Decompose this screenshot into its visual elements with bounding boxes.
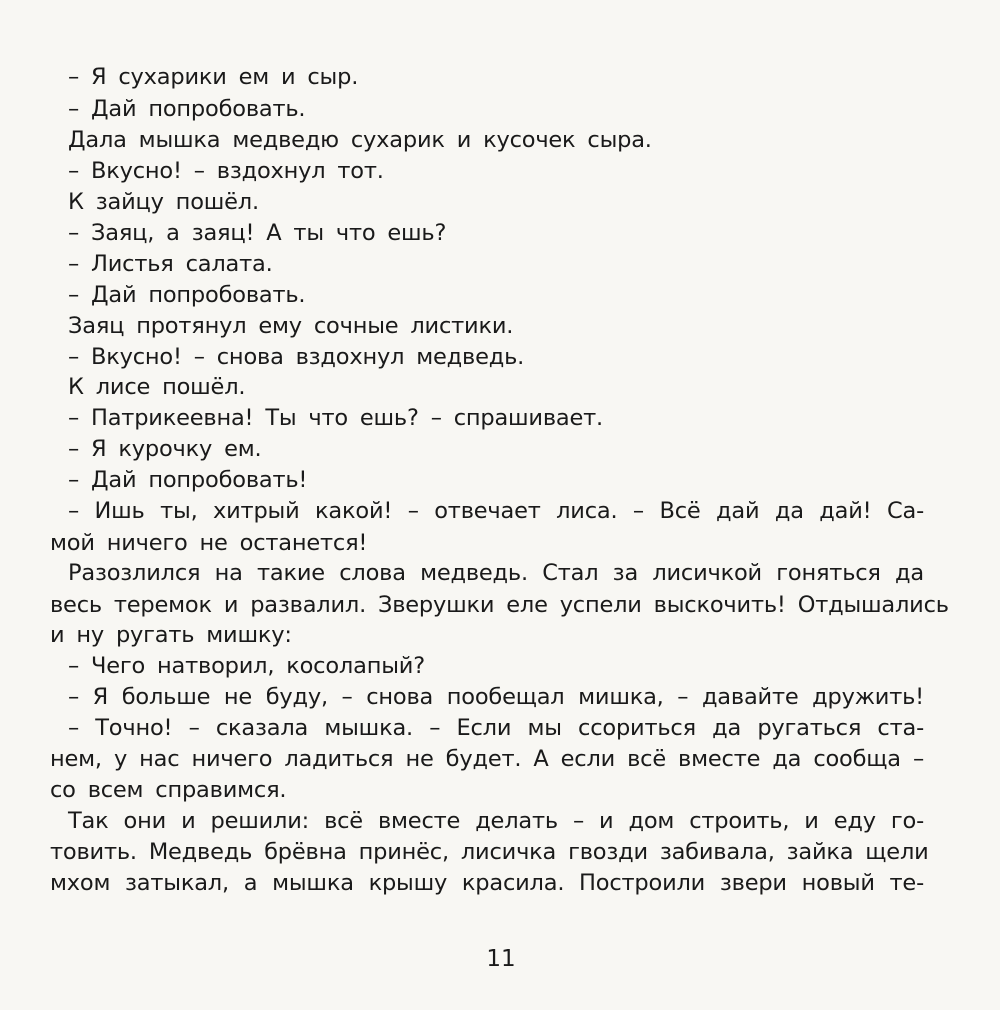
text-line: – Вкусно! – вздохнул тот. — [68, 158, 384, 184]
text-line: нем, у нас ничего ладиться не будет. А если всё вместе да сообща – — [50, 746, 924, 772]
text-line: – Я курочку ем. — [68, 436, 262, 462]
text-line: – Я сухарики ем и сыр. — [68, 64, 359, 90]
text-line: – Листья салата. — [68, 251, 273, 277]
text-line: – Дай попробовать. — [68, 282, 306, 308]
text-line: Так они и решили: всё вместе делать – и дом строить, и еду го- — [68, 808, 924, 834]
text-line: Заяц протянул ему сочные листики. — [68, 313, 514, 339]
text-line: – Заяц, а заяц! А ты что ешь? — [68, 220, 447, 246]
text-line: – Чего натворил, косолапый? — [68, 653, 425, 679]
text-line: и ну ругать мишку: — [50, 622, 292, 648]
text-line: – Ишь ты, хитрый какой! – отвечает лиса. – Всё дай да дай! Са- — [68, 498, 924, 524]
text-line: весь теремок и развалил. Зверушки еле успели выскочить! Отдышались — [50, 592, 949, 618]
text-line: мхом затыкал, а мышка крышу красила. Построили звери новый те- — [50, 870, 924, 896]
page-number: 11 — [486, 946, 516, 972]
text-line: – Патрикеевна! Ты что ешь? – спрашивает. — [68, 405, 604, 431]
text-line: – Дай попробовать! — [68, 467, 308, 493]
text-line: – Вкусно! – снова вздохнул медведь. — [68, 344, 525, 370]
text-line: К лисе пошёл. — [68, 374, 246, 400]
text-line: К зайцу пошёл. — [68, 189, 259, 215]
text-line: мой ничего не останется! — [50, 530, 368, 556]
text-line: со всем справимся. — [50, 777, 287, 803]
text-line: Разозлился на такие слова медведь. Стал за лисичкой гоняться да — [68, 560, 924, 586]
text-line: – Точно! – сказала мышка. – Если мы ссориться да ругаться ста- — [68, 715, 924, 741]
text-line: товить. Медведь брёвна принёс, лисичка гвозди забивала, зайка щели — [50, 839, 929, 865]
text-line: – Дай попробовать. — [68, 96, 306, 122]
text-line: Дала мышка медведю сухарик и кусочек сыра. — [68, 127, 652, 153]
text-line: – Я больше не буду, – снова пообещал мишка, – давайте дружить! — [68, 684, 924, 710]
